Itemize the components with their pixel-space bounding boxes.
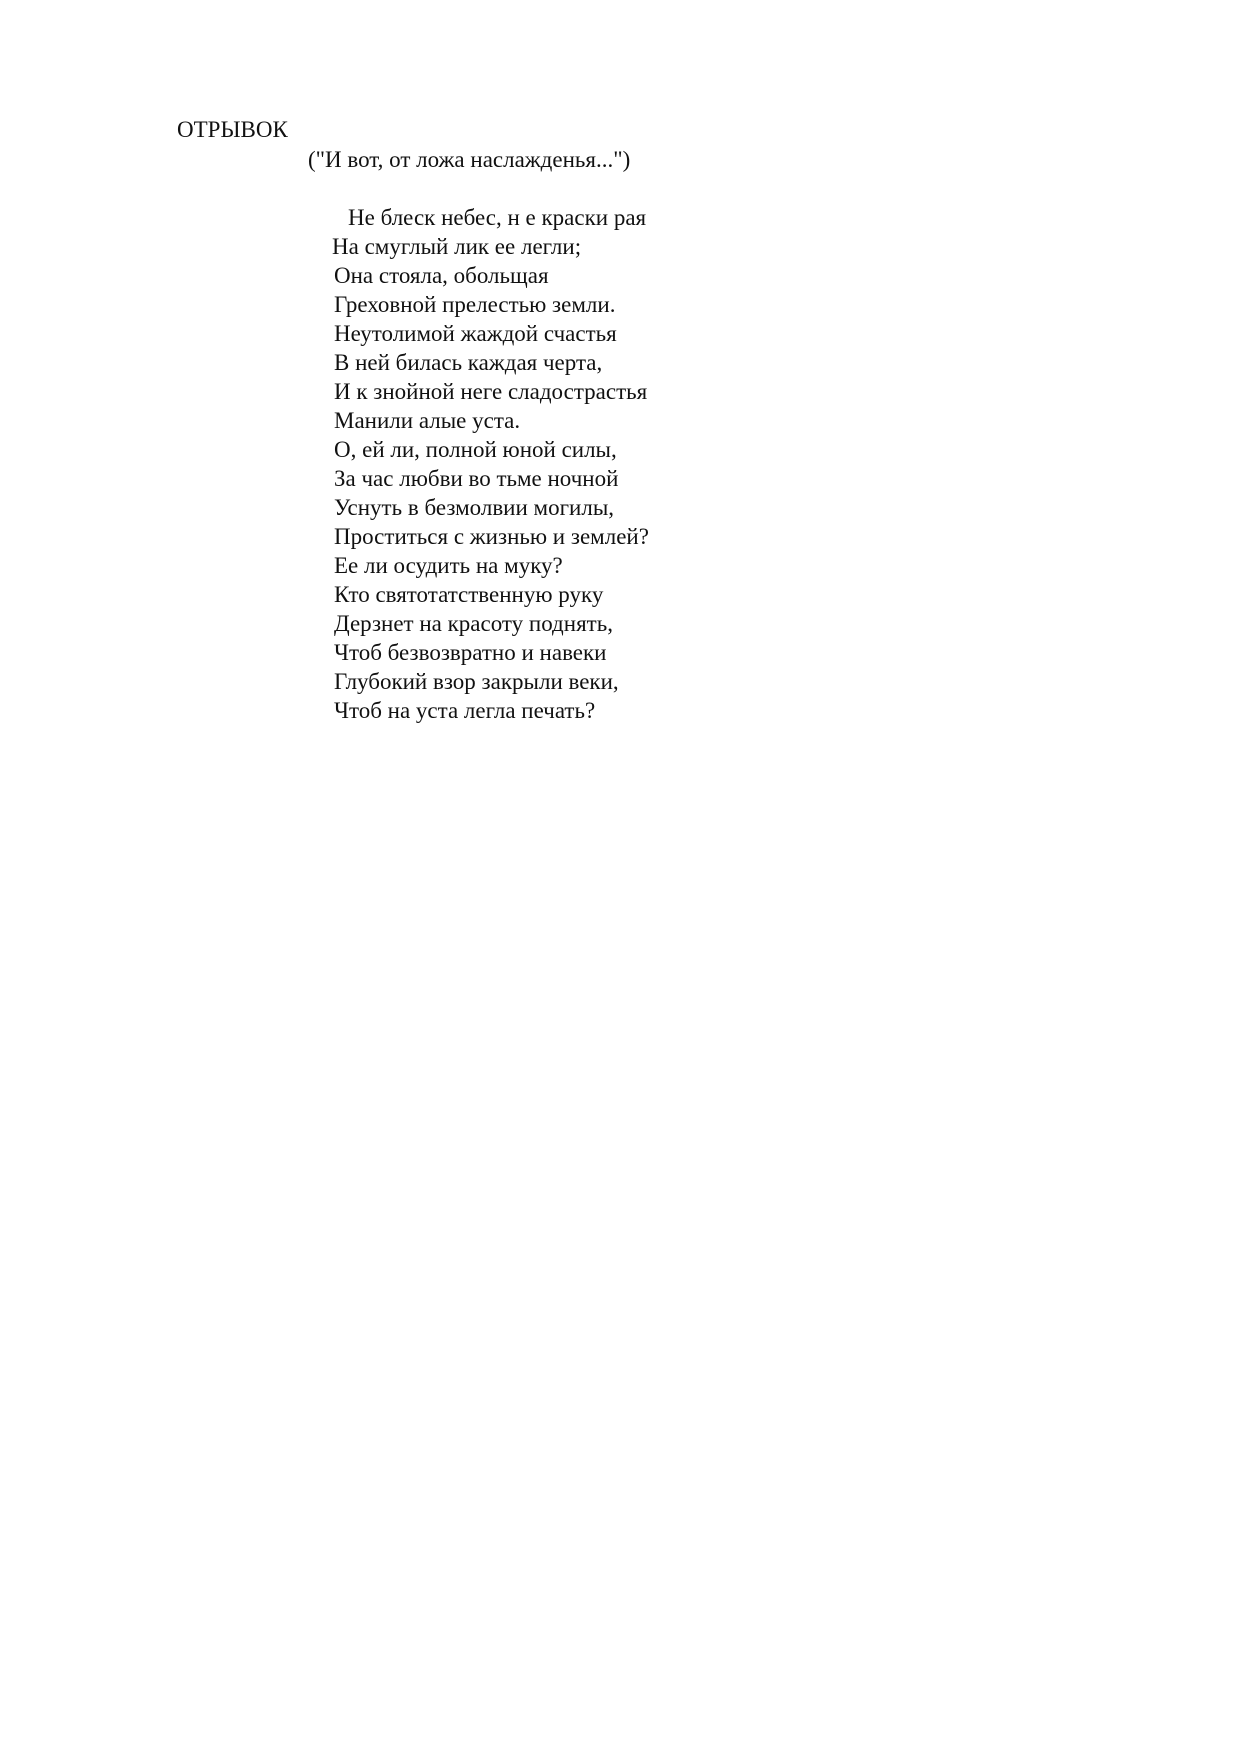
poem-subtitle: ("И вот, от ложа наслажденья...") [308,147,631,172]
poem-line: Ее ли осудить на муку? [334,553,563,578]
poem-line: Манили алые уста. [334,408,521,433]
poem-title: ОТРЫВОК [177,117,288,142]
poem-line: Уснуть в безмолвии могилы, [334,495,615,520]
poem-line: О, ей ли, полной юной силы, [334,437,617,462]
poem-line: Глубокий взор закрыли веки, [334,669,619,694]
poem-body [334,203,649,725]
poem-line: И к знойной неге сладострастья [334,379,648,404]
poem-line: На смуглый лик ее легли; [332,234,582,259]
poem-line: В ней билась каждая черта, [334,350,603,375]
poem-line: Чтоб на уста легла печать? [334,698,596,723]
poem-line: Чтоб безвозвратно и навеки [334,640,607,665]
poem-line: Она стояла, обольщая [334,263,549,288]
poem-line: Греховной прелестью земли. [334,292,616,317]
poem-line: Дерзнет на красоту поднять, [334,611,613,636]
poem-line: Неутолимой жаждой счастья [334,321,617,346]
poem-line: За час любви во тьме ночной [334,466,619,491]
poem-line: Не блеск небес, н е краски рая [348,205,647,230]
poem-line: Проститься с жизнью и землей? [334,524,649,549]
poem-line: Кто святотатственную руку [334,582,604,607]
